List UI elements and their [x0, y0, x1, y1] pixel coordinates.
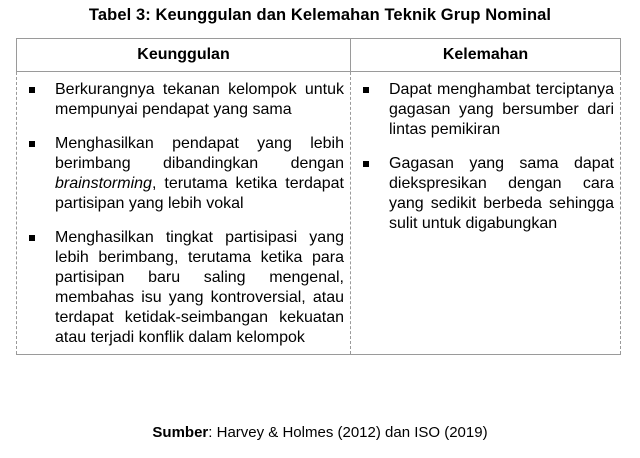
- list-item-text: Dapat menghambat terciptanya gagasan yang bersumber dari lintas pemikiran: [389, 81, 614, 138]
- list-item-italic-term: brainstorming: [55, 175, 152, 192]
- table-header-row: [17, 39, 621, 72]
- table-title: Tabel 3: Keunggulan dan Kelemahan Teknik Grup Nominal: [88, 6, 552, 24]
- source-label: Sumber: [152, 424, 209, 441]
- kelemahan-cell: [351, 72, 621, 355]
- list-item: [357, 154, 614, 234]
- comparison-table: [16, 38, 621, 355]
- square-bullet-icon: [29, 141, 35, 147]
- list-item-text: Gagasan yang sama dapat diekspresikan dengan cara yang sedikit berbeda sehingga sulit untuk digabungkan: [389, 155, 614, 232]
- source-text: : Harvey & Holmes (2012) dan ISO (2019): [208, 424, 488, 441]
- square-bullet-icon: [363, 87, 369, 93]
- kelemahan-list: [357, 80, 614, 234]
- square-bullet-icon: [363, 161, 369, 167]
- list-item: [23, 80, 344, 120]
- list-item-text-end: , terutama ketika terdapat partisipan yang lebih vokal: [55, 175, 344, 212]
- keunggulan-list: [23, 80, 344, 348]
- square-bullet-icon: [29, 87, 35, 93]
- list-item-text: Menghasilkan tingkat partisipasi yang lebih berimbang, terutama ketika para partisipan baru saling mengenal, membahas isu yang kontroversial, atau terdapat ketidak-seimbangan kekuatan atau terjadi konflik dalam kelompok: [55, 229, 344, 346]
- column-header-keunggulan: Keunggulan: [17, 39, 351, 72]
- list-item-text: Berkurangnya tekanan kelompok untuk mempunyai pendapat yang sama: [55, 81, 344, 118]
- list-item-text-start: Menghasilkan pendapat yang lebih berimbang dibandingkan dengan: [55, 135, 344, 172]
- list-item: [357, 80, 614, 140]
- keunggulan-cell: [17, 72, 351, 355]
- list-item: [23, 228, 344, 348]
- source-caption: [0, 424, 640, 441]
- list-item: [23, 134, 344, 214]
- table-body-row: [17, 72, 621, 355]
- square-bullet-icon: [29, 235, 35, 241]
- column-header-kelemahan: Kelemahan: [351, 39, 621, 72]
